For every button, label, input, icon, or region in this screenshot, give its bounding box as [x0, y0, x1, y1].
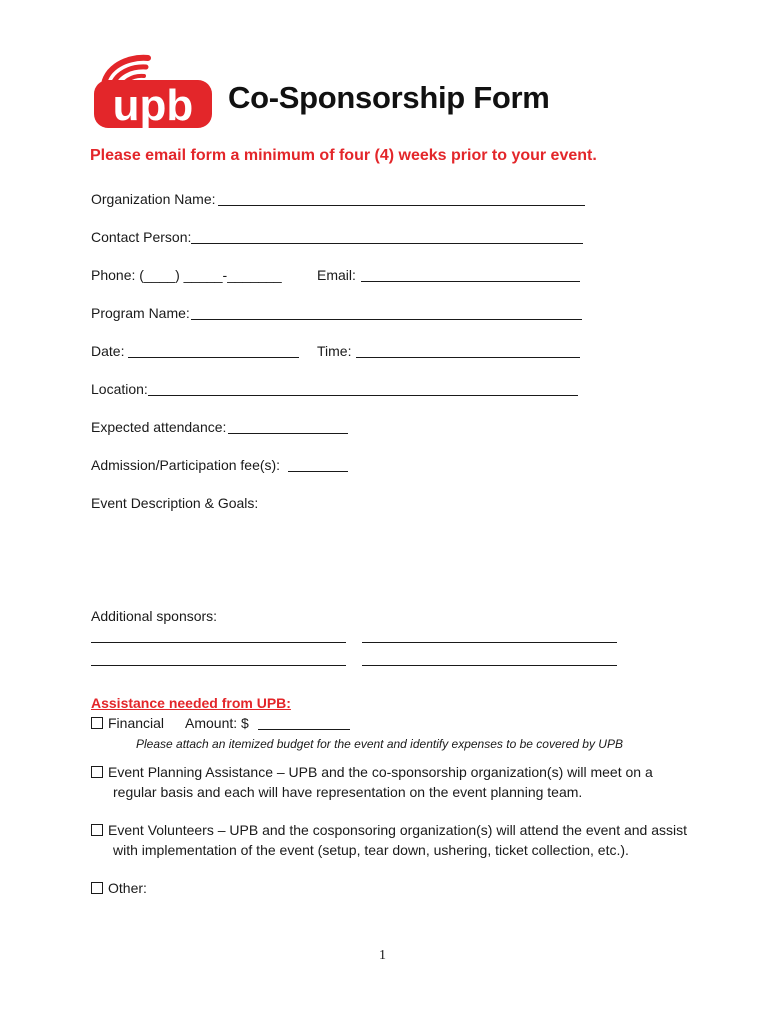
volunteers-text-2: with implementation of the event (setup, tear down, ushering, ticket collection, etc.). [113, 842, 629, 858]
email-field[interactable] [361, 281, 580, 282]
amount-field[interactable] [258, 729, 350, 730]
other-checkbox[interactable] [91, 882, 103, 894]
upb-logo-graphic [90, 50, 215, 138]
fees-field[interactable] [288, 471, 348, 472]
sponsor-field-1[interactable] [91, 642, 346, 643]
attendance-label: Expected attendance: [91, 419, 227, 435]
date-field[interactable] [128, 357, 299, 358]
deadline-notice: Please email form a minimum of four (4) weeks prior to your event. [90, 147, 597, 164]
location-field[interactable] [148, 395, 578, 396]
organization-label: Organization Name: [91, 191, 216, 207]
svg-text:upb: upb [112, 81, 194, 130]
program-field[interactable] [191, 319, 582, 320]
location-label: Location: [91, 381, 148, 397]
page-number: 1 [379, 948, 386, 963]
form-title: Co-Sponsorship Form [228, 80, 550, 115]
time-field[interactable] [356, 357, 580, 358]
sponsors-label: Additional sponsors: [91, 608, 218, 624]
organization-field[interactable] [218, 205, 585, 206]
volunteers-checkbox[interactable] [91, 824, 103, 836]
planning-text-2: regular basis and each will have representation on the event planning team. [113, 784, 583, 800]
other-option [91, 878, 147, 898]
email-label: Email: [317, 267, 356, 283]
other-label: Other: [108, 880, 147, 896]
volunteers-option [91, 820, 687, 840]
volunteers-text-1: Event Volunteers – UPB and the cosponsoring organization(s) will attend the event and assist [108, 822, 688, 838]
sponsor-field-4[interactable] [362, 665, 617, 666]
attendance-field[interactable] [228, 433, 348, 434]
amount-label: Amount: $ [185, 715, 249, 731]
financial-option [91, 713, 164, 733]
time-label: Time: [317, 343, 352, 359]
planning-option [91, 762, 653, 782]
description-area[interactable] [91, 515, 651, 595]
fees-label: Admission/Participation fee(s): [91, 457, 281, 473]
phone-label[interactable]: Phone: (____) _____-_______ [91, 267, 282, 283]
sponsor-field-3[interactable] [91, 665, 346, 666]
planning-text-1: Event Planning Assistance – UPB and the co-sponsorship organization(s) will meet on a [108, 764, 653, 780]
sponsor-field-2[interactable] [362, 642, 617, 643]
upb-logo [90, 50, 215, 138]
program-label: Program Name: [91, 305, 190, 321]
description-label: Event Description & Goals: [91, 495, 259, 511]
assistance-heading: Assistance needed from UPB: [91, 695, 291, 711]
planning-checkbox[interactable] [91, 766, 103, 778]
contact-field[interactable] [191, 243, 583, 244]
date-label: Date: [91, 343, 125, 359]
budget-note: Please attach an itemized budget for the event and identify expenses to be covered by UPB [136, 737, 623, 751]
financial-checkbox[interactable] [91, 717, 103, 729]
contact-label: Contact Person: [91, 229, 192, 245]
financial-label: Financial [108, 715, 165, 731]
